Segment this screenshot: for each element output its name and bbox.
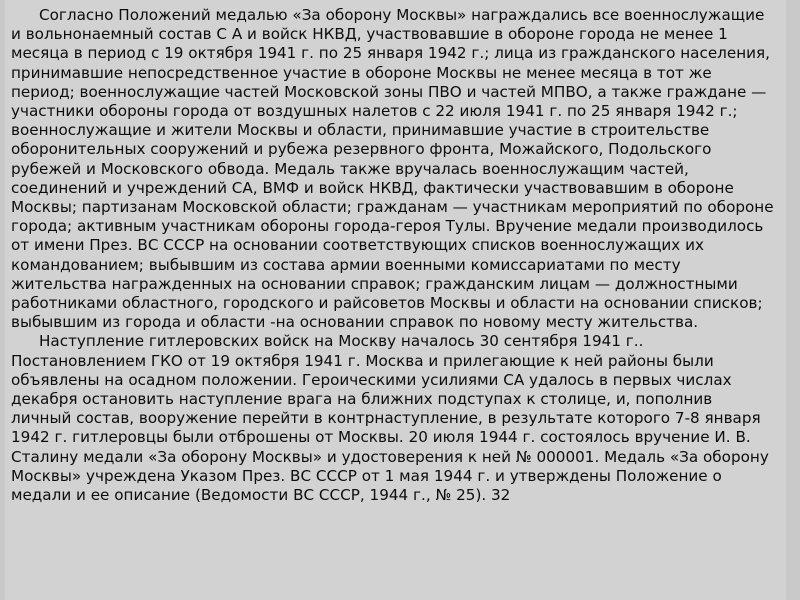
paragraph-battle-history: Наступление гитлеровских войск на Москву началось 30 сентября 1941 г.. Постановлением ГКО от 19 октября 1941 г. Москва и прилегающие к ней районы были объявлены на осадном положении. Героическими усилиями СА удалось в первых числах декабря остановить наступление врага на ближних подступах к столице, и, пополнив личный состав, вооружение перейти в контрнаступление, в результате которого 7-8 января 1942 г. гитлеровцы были отброшены от Москвы. 20 июля 1944 г. состоялось вручение И. В. Сталину медали «За оборону Москвы» и удостоверения к ней № 000001. Медаль «За оборону Москвы» учреждена Указом През. ВС СССР от 1 мая 1944 г. и утверждены Положение о медали и ее описание (Ведомости ВС СССР, 1944 г., № 25). 32 [11,332,769,505]
paragraph-award-criteria: Согласно Положений медалью «За оборону Москвы» награждались все военнослужащие и вольнонаемный состав С А и войск НКВД, участвовавшие в обороне города не менее 1 месяца в период с 19 октября 1941 г. по 25 января 1942 г.; лица из гражданского населения, принимавшие непосредственное участие в обороне Москвы не менее месяца в тот же период; военнослужащие частей Московской зоны ПВО и частей МПВО, а также граждане — участники обороны города от воздушных налетов с 22 июля 1941 г. по 25 января 1942 г.; военнослужащие и жители Москвы и области, принимавшие участие в строительстве оборонительных сооружений и рубежа резервного фронта, Можайского, Подольского рубежей и Московского обвода. Медаль также вручалась военнослужащим частей, соединений и учреждений СА, ВМФ и войск НКВД, фактически участвовавшим в обороне Москвы; партизанам Московской области; гражданам — участникам мероприятий по обороне города; активным участникам обороны города-героя Тулы. Вручение медали производилось от имени През. ВС СССР на основании соответствующих списков военнослужащих их командованием; выбывшим из состава армии военными комиссариатами по месту жительства награжденных на основании справок; гражданским лицам — должностными работниками областного, городского и райсоветов Москвы и области на основании списков; выбывшим из города и области -на основании справок по новому месту жительства. [11,6,774,332]
text-block [5,0,786,600]
right-margin-band [786,0,800,600]
